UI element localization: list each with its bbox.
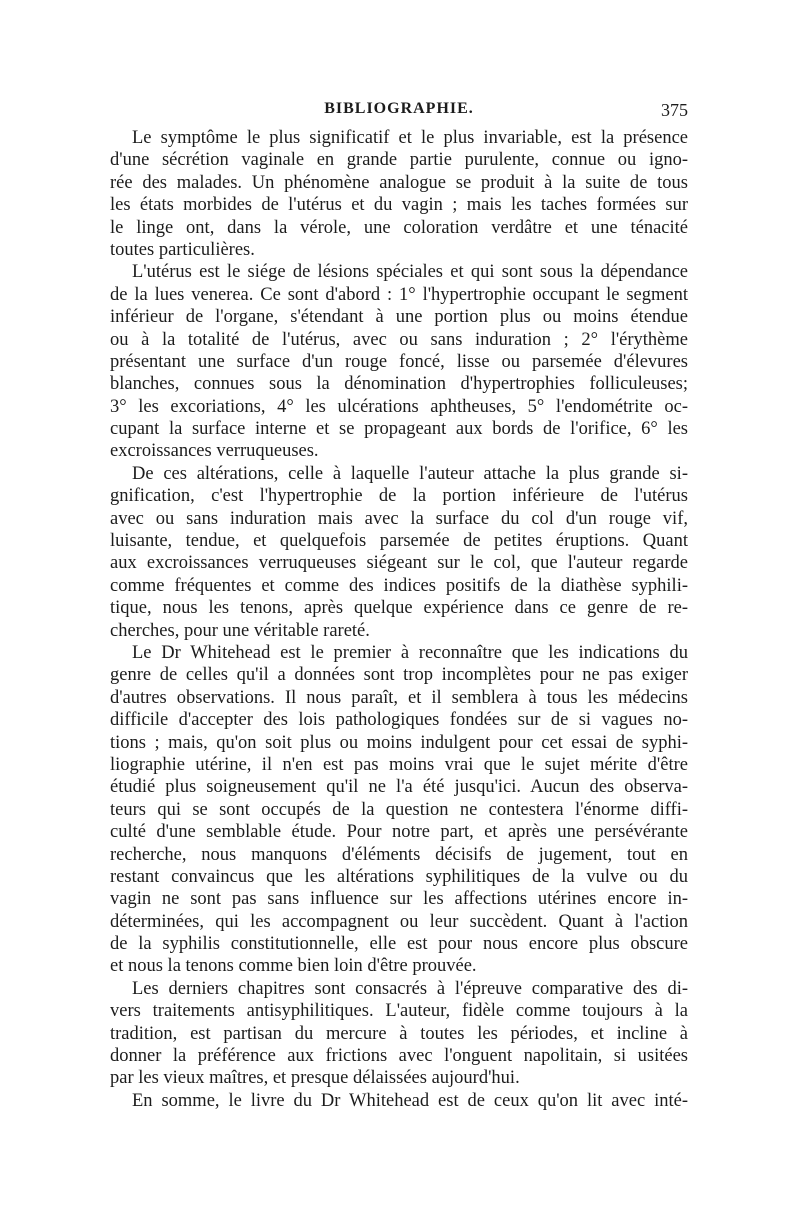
text-line: et nous la tenons comme bien loin d'être prouvée. [110,956,477,977]
body-text [110,127,688,1112]
text-line: teurs qui se sont occupés de la question ne contestera l'énorme diffi- [110,799,688,820]
page-number: 375 [661,100,688,120]
text-line: déterminées, qui les accompagnent ou leur succèdent. Quant à l'action [110,911,688,932]
text-line: vers traitements antisyphilitiques. L'auteur, fidèle comme toujours à la [110,1001,688,1022]
text-line: Le symptôme le plus significatif et le plus invariable, est la présence [132,128,688,148]
text-line: culté d'une semblable étude. Pour notre part, et après une persévérante [110,822,688,843]
text-line: rée des malades. Un phénomène analogue se produit à la suite de tous [110,172,688,193]
text-line: excroissances verruqueuses. [110,441,319,462]
text-line: le linge ont, dans la vérole, une coloration verdâtre et une ténacité [110,217,688,238]
text-line: blanches, connues sous la dénomination d'hypertrophies folliculeuses; [110,374,688,395]
text-line: de la lues venerea. Ce sont d'abord : 1° l'hypertrophie occupant le segment [110,284,688,305]
text-line: L'utérus est le siége de lésions spéciales et qui sont sous la dépendance [132,262,688,283]
text-line: de la syphilis constitutionnelle, elle est pour nous encore plus obscure [110,934,688,955]
text-line: d'une sécrétion vaginale en grande partie purulente, connue ou igno- [110,150,688,171]
text-line: les états morbides de l'utérus et du vagin ; mais les taches formées sur [110,195,688,216]
text-line: inférieur de l'organe, s'étendant à une portion plus ou moins étendue [110,307,688,328]
text-line: gnification, c'est l'hypertrophie de la portion inférieure de l'utérus [110,486,688,507]
text-line: 3° les excoriations, 4° les ulcérations aphtheuses, 5° l'endométrite oc- [110,396,688,417]
text-line: tique, nous les tenons, après quelque expérience dans ce genre de re- [110,598,688,619]
text-line: ou à la totalité de l'utérus, avec ou sans induration ; 2° l'érythème [110,329,688,350]
text-line: d'autres observations. Il nous paraît, et il semblera à tous les médecins [110,687,688,708]
running-header [110,100,688,124]
text-line: recherche, nous manquons d'éléments décisifs de jugement, tout en [110,844,688,865]
text-line: tradition, est partisan du mercure à toutes les périodes, et incline à [110,1023,688,1044]
text-line: toutes particulières. [110,239,255,260]
text-line: comme fréquentes et comme des indices positifs de la diathèse syphili- [110,575,688,596]
text-line: Les derniers chapitres sont consacrés à l'épreuve comparative des di- [132,978,688,999]
text-line: cherches, pour une véritable rareté. [110,620,370,641]
text-line: par les vieux maîtres, et presque délaissées aujourd'hui. [110,1068,520,1089]
text-line: aux excroissances verruqueuses siégeant sur le col, que l'auteur regarde [110,553,688,574]
text-line: luisante, tendue, et quelquefois parsemée de petites éruptions. Quant [110,531,688,552]
text-line: genre de celles qu'il a données sont trop incomplètes pour ne pas exiger [110,665,688,686]
text-line: En somme, le livre du Dr Whitehead est de ceux qu'on lit avec inté- [132,1090,688,1111]
text-line: tions ; mais, qu'on soit plus ou moins indulgent pour cet essai de syphi- [110,732,688,753]
text-line: difficile d'accepter des lois pathologiques fondées sur de si vagues no- [110,710,688,731]
text-line: De ces altérations, celle à laquelle l'auteur attache la plus grande si- [132,463,688,484]
text-line: Le Dr Whitehead est le premier à reconnaître que les indications du [132,642,688,663]
text-line: vagin ne sont pas sans influence sur les affections utérines encore in- [110,889,688,910]
text-line: restant convaincus que les altérations syphilitiques de la vulve ou du [110,866,688,887]
running-title: BIBLIOGRAPHIE. [324,100,474,117]
text-line: cupant la surface interne et se propageant aux bords de l'orifice, 6° les [110,419,688,440]
text-line: liographie utérine, il n'en est pas moins vrai que le sujet mérite d'être [110,754,688,775]
text-line: donner la préférence aux frictions avec l'onguent napolitain, si usitées [110,1046,688,1067]
text-line: présentant une surface d'un rouge foncé, lisse ou parsemée d'élevures [110,351,688,372]
text-line: avec ou sans induration mais avec la surface du col d'un rouge vif, [110,508,688,529]
text-line: étudié plus soigneusement qu'il ne l'a été jusqu'ici. Aucun des observa- [110,777,688,798]
